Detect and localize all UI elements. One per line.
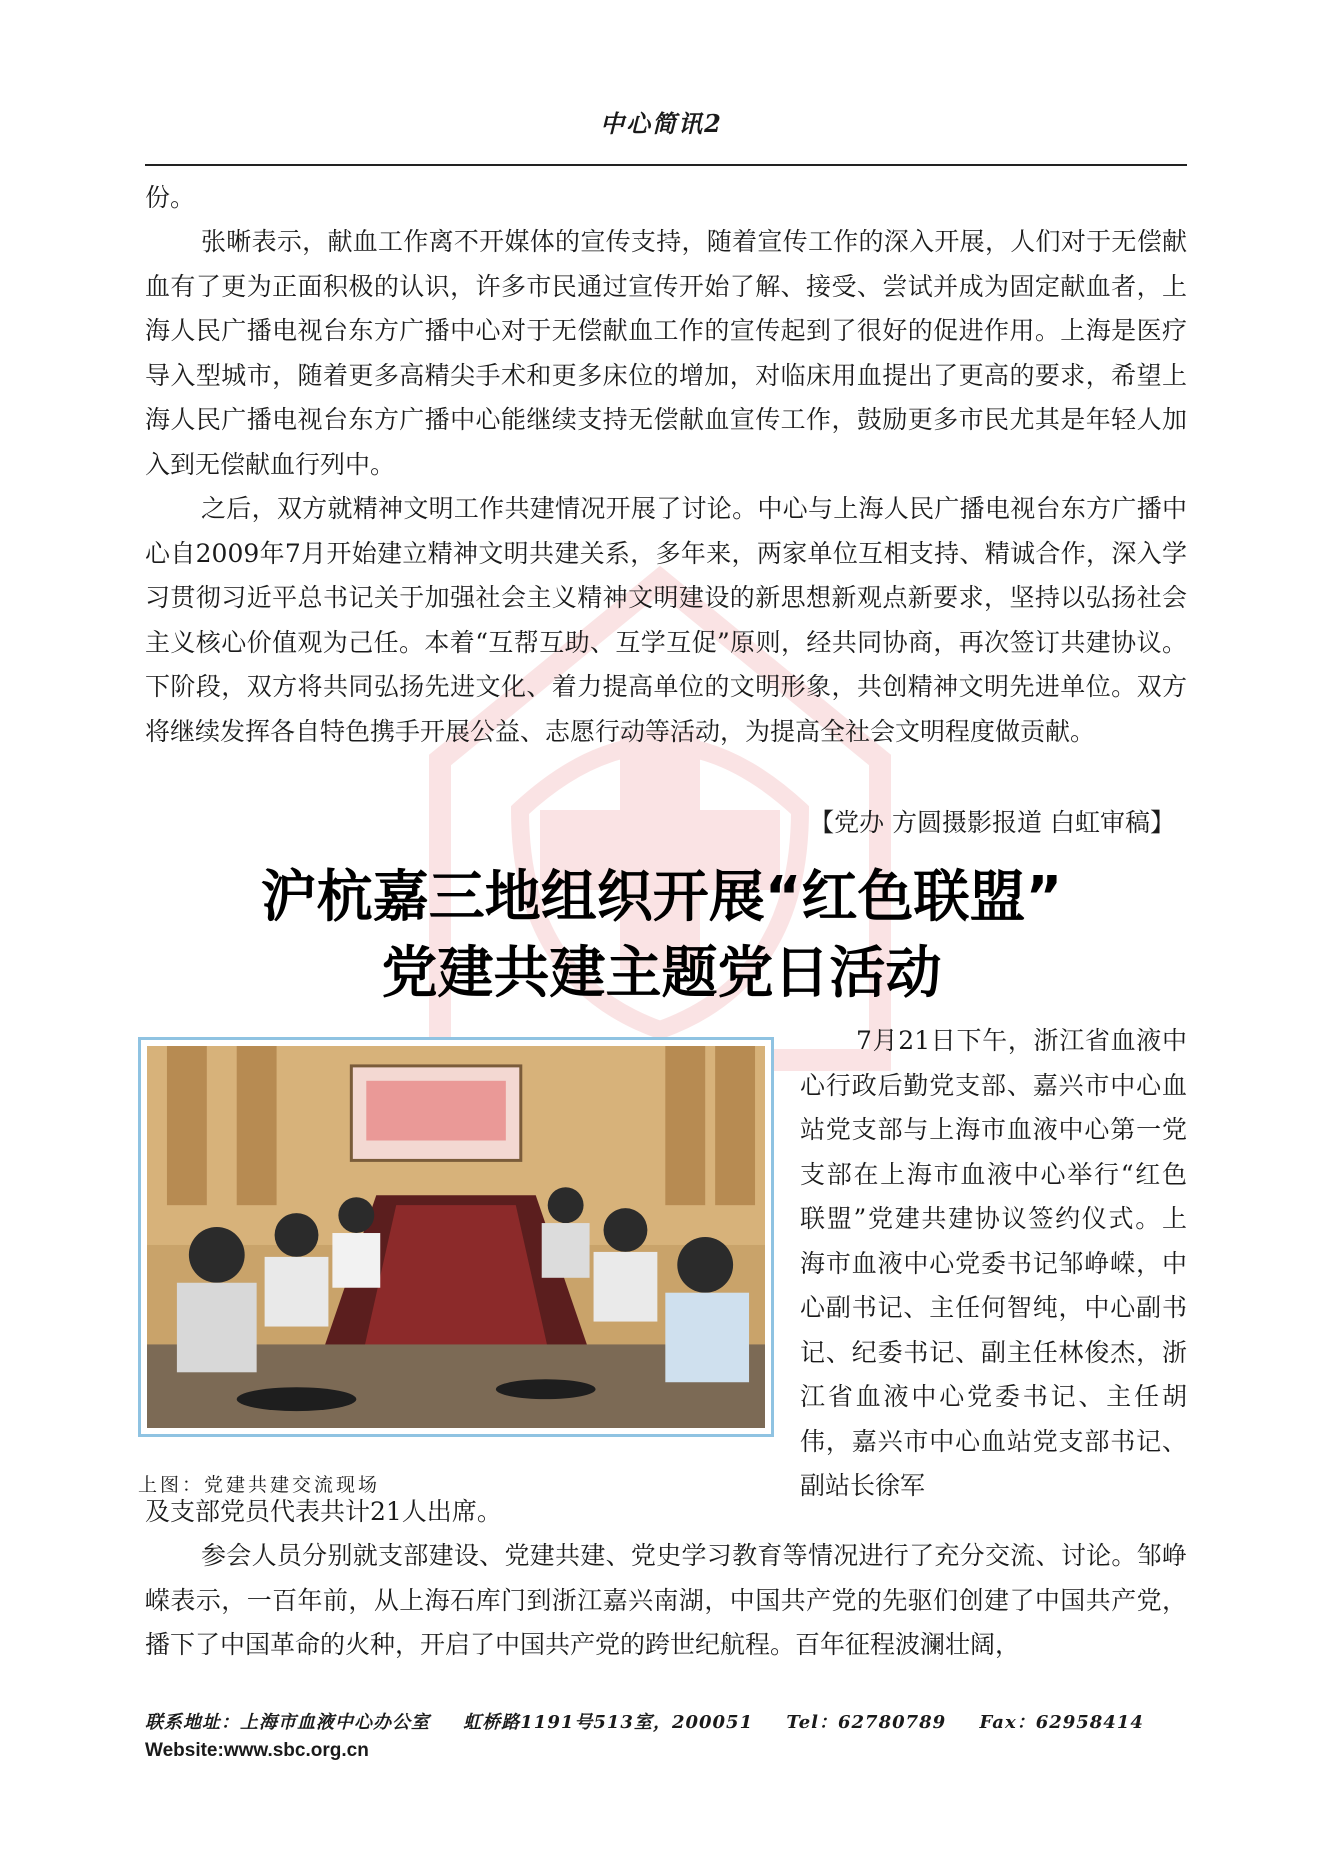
newsletter-header-title: 中心简讯2 — [600, 109, 723, 138]
article2-headline — [0, 860, 1323, 1012]
meeting-photo — [138, 1037, 774, 1437]
footer-fax: Fax：62958414 — [979, 1712, 1144, 1733]
headline-line-1: 沪杭嘉三地组织开展“红色联盟” — [260, 865, 1063, 930]
article1-paragraph-1: 张晰表示，献血工作离不开媒体的宣传支持，随着宣传工作的深入开展，人们对于无偿献血有了更为正面积极的认识，许多市民通过宣传开始了解、接受、尝试并成为固定献血者，上海人民广播电视台东方广播中心对于无偿献血工作的宣传起到了很好的促进作用。上海是医疗导入型城市，随着更多高精尖手术和更多床位的增加，对临床用血提出了更高的要求，希望上海人民广播电视台东方广播中心能继续支持无偿献血宣传工作，鼓励更多市民尤其是年轻人加入到无偿献血行列中。 — [145, 227, 1187, 479]
footer-street: 虹桥路1191号513室，200051 — [463, 1712, 754, 1733]
footer-website: Website:www.sbc.org.cn — [145, 1740, 369, 1761]
photo-caption: 上图：党建共建交流现场 — [138, 1474, 381, 1496]
footer-tel: Tel：62780789 — [786, 1712, 947, 1733]
headline-line-2: 党建共建主题党日活动 — [381, 941, 942, 1006]
header-divider — [145, 164, 1187, 166]
article1-credit: 【党办 方圆摄影报道 白虹审稿】 — [809, 808, 1175, 837]
footer-address: 联系地址：上海市血液中心办公室 — [145, 1712, 430, 1733]
article2-side-text: 7月21日下午，浙江省血液中心行政后勤党支部、嘉兴市中心血站党支部与上海市血液中心第一党支部在上海市血液中心举行“红色联盟”党建共建协议签约仪式。上海市血液中心党委书记邹峥嵘，中心副书记、主任何智纯，中心副书记、纪委书记、副主任林俊杰，浙江省血液中心党委书记、主任胡伟，嘉兴市中心血站党支部书记、副站长徐军 — [800, 1026, 1187, 1500]
article1-paragraph-2: 之后，双方就精神文明工作共建情况开展了讨论。中心与上海人民广播电视台东方广播中心自2009年7月开始建立精神文明共建关系，多年来，两家单位互相支持、精诚合作，深入学习贯彻习近平总书记关于加强社会主义精神文明建设的新思想新观点新要求，坚持以弘扬社会主义核心价值观为己任。本着“互帮互助、互学互促”原则，经共同协商，再次签订共建协议。下阶段，双方将共同弘扬先进文化、着力提高单位的文明形象，共创精神文明先进单位。双方将继续发挥各自特色携手开展公益、志愿行动等活动，为提高全社会文明程度做贡献。 — [145, 494, 1187, 746]
article2-paragraph-2: 参会人员分别就支部建设、党建共建、党史学习教育等情况进行了充分交流、讨论。邹峥嵘表示，一百年前，从上海石库门到浙江嘉兴南湖，中国共产党的先驱们创建了中国共产党，播下了中国革命的火种，开启了中国共产党的跨世纪航程。百年征程波澜壮阔， — [145, 1541, 1187, 1659]
meeting-room-image — [147, 1046, 765, 1428]
article1-fragment: 份。 — [145, 183, 196, 212]
footer-contact — [145, 1708, 1170, 1734]
article2-continued-text: 及支部党员代表共计21人出席。 — [145, 1497, 502, 1526]
